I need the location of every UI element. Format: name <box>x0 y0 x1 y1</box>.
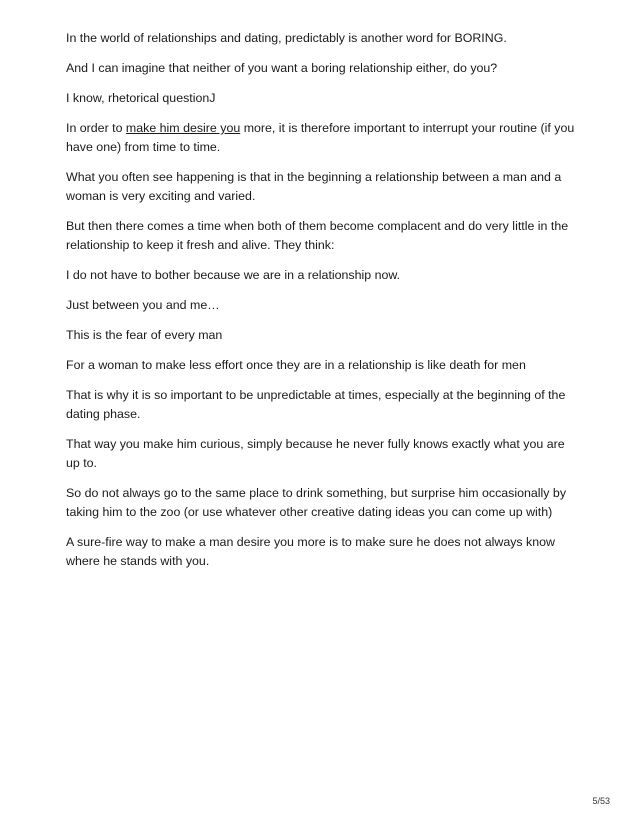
make-him-desire-you-link[interactable]: make him desire you <box>125 121 241 135</box>
paragraph-boring-question: And I can imagine that neither of you want a boring relationship either, do you? <box>66 61 498 75</box>
paragraph-fear: This is the fear of every man <box>66 328 223 342</box>
page-number: 5/53 <box>592 796 610 806</box>
paragraph-curious: That way you make him curious, simply because he never fully knows exactly what you are up to. <box>66 437 565 470</box>
paragraph-complacent: But then there comes a time when both of them become complacent and do very little in the relationship to keep it fresh and alive. They think: <box>66 219 569 252</box>
paragraph-sure-fire: A sure-fire way to make a man desire you more is to make sure he does not always know where he stands with you. <box>66 535 555 568</box>
paragraph-interrupt-routine <box>66 119 576 157</box>
paragraph-less-effort: For a woman to make less effort once they are in a relationship is like death for men <box>66 358 526 372</box>
paragraph-text-after-link: more, it is therefore important to interrupt your routine (if you have one) from time to time. <box>66 121 575 154</box>
paragraph-rhetorical: I know, rhetorical questionJ <box>66 91 216 105</box>
paragraph-zoo: So do not always go to the same place to drink something, but surprise him occasionally by taking him to the zoo (or use whatever other creative dating ideas you can come up with) <box>66 486 567 519</box>
paragraph-bother: I do not have to bother because we are in a relationship now. <box>66 268 401 282</box>
paragraph-unpredictable: That is why it is so important to be unpredictable at times, especially at the beginning of the dating phase. <box>66 388 566 421</box>
document-page <box>66 29 576 582</box>
paragraph-text-before-link: In order to <box>66 121 126 135</box>
paragraph-beginning: What you often see happening is that in the beginning a relationship between a man and a woman is very exciting and varied. <box>66 170 562 203</box>
paragraph-intro: In the world of relationships and dating, predictably is another word for BORING. <box>66 31 507 45</box>
paragraph-between-us: Just between you and me… <box>66 298 220 312</box>
